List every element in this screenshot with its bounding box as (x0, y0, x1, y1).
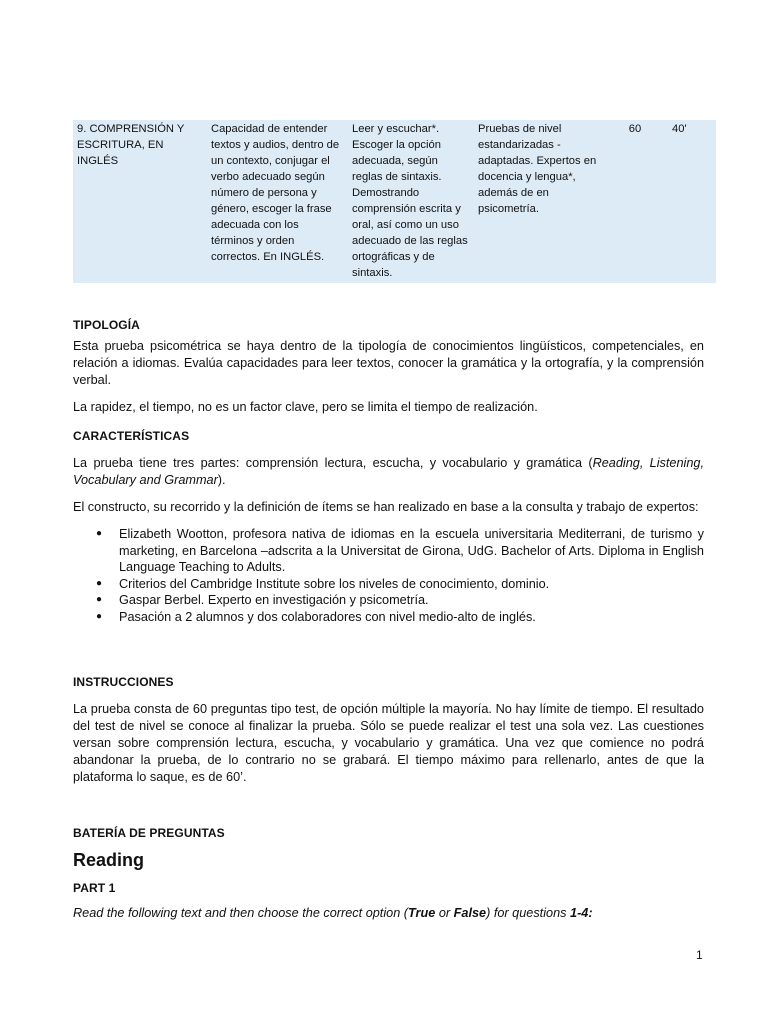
list-item: ● Pasación a 2 alumnos y dos colaboradores con nivel medio-alto de inglés. (119, 609, 704, 626)
p1-start: La prueba tiene tres partes: comprensión lectura, escucha, y vocabulario y gramática ( (73, 456, 593, 470)
instrucciones-section (73, 675, 704, 786)
instruction-false: False (453, 906, 487, 920)
p1-italic: Reading, Listening, Vocabulary and Grammar (73, 456, 704, 487)
list-item: ● Gaspar Berbel. Experto en investigación y psicometría. (119, 592, 704, 609)
cell-competence (73, 120, 207, 283)
tipologia-section (73, 318, 704, 416)
tipologia-heading: TIPOLOGÍA (73, 318, 140, 332)
description-text: Capacidad de entender textos y audios, dentro de un contexto, conjugar el verbo adecuado según número de persona y género, escoger la frase adecuada con los términos y orden correctos. En INGLÉS. (211, 123, 340, 263)
page-number: 1 (696, 948, 703, 962)
instruction-text-b: ) for questions (486, 906, 571, 920)
time-value: 40' (672, 123, 687, 135)
competence-table (73, 120, 716, 283)
items-count: 60 (628, 123, 642, 135)
list-item: ● Criterios del Cambridge Institute sobre los niveles de conocimiento, dominio. (119, 576, 704, 593)
instruction-true: True (408, 906, 436, 920)
cell-test (474, 120, 602, 283)
tipologia-paragraph-2: La rapidez, el tiempo, no es un factor clave, pero se limita el tiempo de realización. (73, 400, 538, 414)
table-row (73, 120, 716, 283)
tipologia-paragraph-1: Esta prueba psicométrica se haya dentro de la tipología de conocimientos lingüísticos, competenciales, en relación a idiomas. Evalúa capacidades para leer textos, conocer la gramática y la ortografía, y la comprensión verbal. (73, 339, 704, 387)
caracteristicas-paragraph-2: El constructo, su recorrido y la definición de ítems se han realizado en base a la consulta y trabajo de expertos: (73, 500, 699, 514)
task-text: Leer y escuchar*. Escoger la opción adecuada, según reglas de sintaxis. Demostrando comprensión escrita y oral, así como un uso adecuado de las reglas ortográficas y de sintaxis. (352, 123, 468, 279)
list-item: ● Elizabeth Wootton, profesora nativa de idiomas en la escuela universitaria Mediterrani, de turismo y marketing, en Barcelona –adscrita a la Universitat de Girona, UdG. Bachelor of Arts. Diploma in English Language Teaching to Adults. (119, 526, 704, 576)
cell-items (602, 120, 668, 283)
experts-list (73, 526, 704, 625)
spec-table-container (73, 120, 704, 283)
p1-end: ). (217, 473, 226, 487)
cell-description (207, 120, 348, 283)
caracteristicas-section (73, 429, 704, 625)
reading-title: Reading (73, 850, 145, 870)
part-label: PART 1 (73, 881, 116, 895)
instruction-text-a: Read the following text and then choose the correct option ( (73, 906, 409, 920)
bateria-section (73, 826, 704, 922)
instrucciones-heading: INSTRUCCIONES (73, 675, 174, 689)
bateria-heading: BATERÍA DE PREGUNTAS (73, 826, 225, 840)
caracteristicas-paragraph-1 (73, 455, 704, 489)
part-instruction (73, 905, 704, 922)
instruction-or: or (435, 906, 454, 920)
instrucciones-paragraph: La prueba consta de 60 preguntas tipo test, de opción múltiple la mayoría. No hay límite de tiempo. El resultado del test de nivel se conoce al finalizar la prueba. Sólo se puede realizar el test una sola vez. Las cuestiones versan sobre comprensión lectura, escucha, y vocabulario y gramática. Una vez que comience no podrá abandonar la prueba, de lo contrario no se grabará. El tiempo máximo para rellenarlo, antes de que la plataforma lo saque, es de 60’. (73, 702, 704, 784)
cell-task (348, 120, 474, 283)
test-text: Pruebas de nivel estandarizadas - adaptadas. Expertos en docencia y lengua*, además de en psicometría. (478, 123, 597, 215)
instruction-range: 1-4: (570, 906, 593, 920)
competence-text: 9. COMPRENSIÓN Y ESCRITURA, EN INGLÉS (77, 123, 185, 167)
cell-time (668, 120, 716, 283)
caracteristicas-heading: CARACTERÍSTICAS (73, 429, 190, 443)
